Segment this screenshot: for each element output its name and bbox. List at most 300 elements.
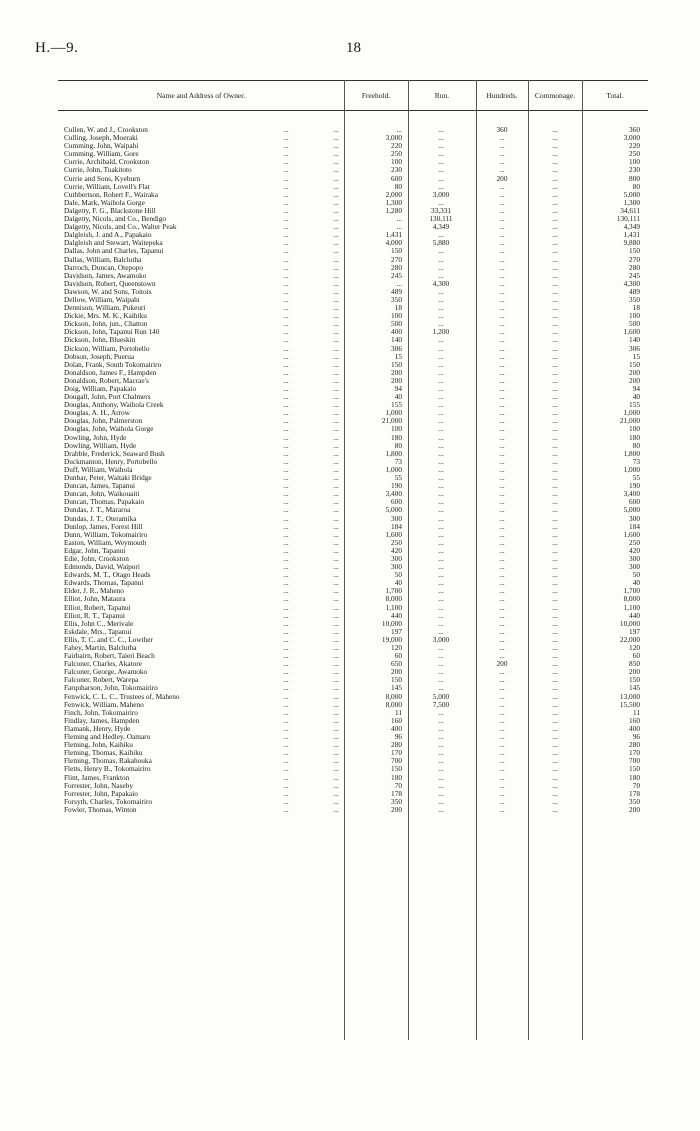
total-value: 13,000 bbox=[619, 691, 640, 701]
freehold-value: 1,700 bbox=[385, 586, 402, 596]
run-value: ... bbox=[438, 408, 444, 418]
hundreds-value: ... bbox=[499, 675, 505, 685]
freehold-value: 178 bbox=[391, 788, 402, 798]
total-value: 5,000 bbox=[623, 505, 640, 515]
table-row bbox=[58, 207, 648, 215]
commonage-value: ... bbox=[552, 424, 558, 434]
owner-name: Dallas, William, Balclutha bbox=[64, 255, 142, 264]
owner-name: Dalgetty, Nicols, and Co., Bendigo bbox=[64, 215, 167, 224]
table-row bbox=[58, 579, 648, 587]
table-row bbox=[58, 361, 648, 369]
hundreds-value: ... bbox=[499, 335, 505, 345]
table-row bbox=[58, 749, 648, 757]
owner-name: Duncan, Thomas, Papakaio bbox=[64, 498, 145, 507]
hundreds-value: ... bbox=[499, 545, 505, 555]
run-value: ... bbox=[438, 521, 444, 531]
owner-name: Forrester, John, Papakaio bbox=[64, 789, 138, 798]
leader-dots: ... bbox=[283, 626, 289, 636]
freehold-value: 700 bbox=[391, 756, 402, 766]
table-row bbox=[58, 774, 648, 782]
leader-dots: ... bbox=[283, 780, 289, 790]
total-value: 55 bbox=[632, 473, 640, 483]
table-row bbox=[58, 701, 648, 709]
freehold-value: ... bbox=[396, 222, 402, 232]
total-value: 300 bbox=[629, 513, 640, 523]
freehold-value: 300 bbox=[391, 553, 402, 563]
run-value: ... bbox=[438, 343, 444, 353]
run-value: ... bbox=[438, 246, 444, 256]
leader-dots: ... bbox=[333, 618, 339, 628]
table-row bbox=[58, 806, 648, 814]
commonage-value: ... bbox=[552, 691, 558, 701]
freehold-value: 500 bbox=[391, 319, 402, 329]
leader-dots: ... bbox=[333, 367, 339, 377]
freehold-value: 150 bbox=[391, 675, 402, 685]
leader-dots: ... bbox=[283, 683, 289, 693]
total-value: 21,000 bbox=[619, 416, 640, 426]
leader-dots: ... bbox=[333, 351, 339, 361]
commonage-value: ... bbox=[552, 643, 558, 652]
leader-dots: ... bbox=[283, 222, 289, 232]
leader-dots: ... bbox=[283, 173, 289, 183]
commonage-value: ... bbox=[552, 772, 558, 782]
commonage-value: ... bbox=[552, 205, 558, 215]
run-value: ... bbox=[438, 723, 444, 733]
leader-dots: ... bbox=[333, 537, 339, 547]
run-value: ... bbox=[438, 254, 444, 264]
table-row bbox=[58, 482, 648, 490]
freehold-value: 80 bbox=[394, 440, 402, 450]
hundreds-value: ... bbox=[499, 586, 505, 596]
owner-name: Flamank, Henry, Hyde bbox=[64, 724, 131, 733]
leader-dots: ... bbox=[283, 319, 289, 329]
total-value: 10,000 bbox=[619, 618, 640, 628]
freehold-value: 160 bbox=[391, 715, 402, 725]
table-row bbox=[58, 150, 648, 158]
run-value: 7,500 bbox=[432, 699, 450, 709]
run-value: 5,880 bbox=[432, 238, 450, 248]
hundreds-value: ... bbox=[499, 222, 505, 232]
table-row bbox=[58, 345, 648, 353]
hundreds-value: ... bbox=[499, 610, 505, 620]
commonage-value: ... bbox=[552, 319, 558, 329]
hundreds-value: ... bbox=[499, 602, 505, 612]
hundreds-value: ... bbox=[499, 286, 505, 296]
freehold-value: 140 bbox=[391, 335, 402, 345]
owner-name: Douglas, Anthony, Waihola Creek bbox=[64, 401, 164, 410]
freehold-value: 200 bbox=[391, 375, 402, 385]
commonage-value: ... bbox=[552, 740, 558, 750]
hundreds-value: ... bbox=[499, 157, 505, 167]
total-value: 170 bbox=[629, 748, 640, 758]
owner-name: Falconer, Charles, Akatore bbox=[64, 660, 142, 669]
freehold-value: 1,431 bbox=[385, 230, 402, 240]
freehold-value: 180 bbox=[391, 432, 402, 442]
run-value: ... bbox=[438, 392, 444, 402]
hundreds-value: ... bbox=[499, 715, 505, 725]
owner-name: Elliot, John, Mataura bbox=[64, 595, 126, 604]
table-row bbox=[58, 134, 648, 142]
table-row bbox=[58, 288, 648, 296]
total-value: 800 bbox=[629, 173, 640, 183]
owner-name: Forrester, John, Naseby bbox=[64, 781, 134, 790]
table-row bbox=[58, 652, 648, 660]
leader-dots: ... bbox=[333, 570, 339, 580]
total-value: 5,000 bbox=[623, 189, 640, 199]
table-row bbox=[58, 555, 648, 563]
owner-name: Drabble, Frederick, Seaward Bush bbox=[64, 449, 165, 458]
leader-dots: ... bbox=[333, 408, 339, 418]
leader-dots: ... bbox=[333, 335, 339, 345]
owners-table bbox=[58, 80, 648, 1040]
run-value: ... bbox=[438, 796, 444, 806]
commonage-value: ... bbox=[552, 254, 558, 264]
leader-dots: ... bbox=[333, 473, 339, 483]
freehold-value: 2,000 bbox=[385, 189, 402, 199]
total-value: 600 bbox=[629, 497, 640, 507]
leader-dots: ... bbox=[333, 375, 339, 385]
leader-dots: ... bbox=[333, 311, 339, 321]
leader-dots: ... bbox=[283, 562, 289, 572]
table-row bbox=[58, 765, 648, 773]
commonage-value: ... bbox=[552, 707, 558, 717]
leader-dots: ... bbox=[283, 246, 289, 256]
leader-dots: ... bbox=[333, 359, 339, 369]
total-value: 420 bbox=[629, 545, 640, 555]
total-value: 300 bbox=[629, 553, 640, 563]
leader-dots: ... bbox=[283, 141, 289, 151]
hundreds-value: ... bbox=[499, 367, 505, 377]
total-value: 1,300 bbox=[623, 197, 640, 207]
commonage-value: ... bbox=[552, 165, 558, 175]
total-value: 15,500 bbox=[619, 699, 640, 709]
freehold-value: 150 bbox=[391, 359, 402, 369]
total-value: 230 bbox=[629, 165, 640, 175]
freehold-value: 420 bbox=[391, 545, 402, 555]
owner-name: Cuthbertson, Robert F., Wairaka bbox=[64, 190, 158, 199]
commonage-value: ... bbox=[552, 586, 558, 596]
leader-dots: ... bbox=[283, 715, 289, 725]
freehold-value: 100 bbox=[391, 424, 402, 434]
hundreds-value: ... bbox=[499, 416, 505, 426]
freehold-value: 100 bbox=[391, 311, 402, 321]
freehold-value: 400 bbox=[391, 723, 402, 733]
leader-dots: ... bbox=[283, 602, 289, 612]
table-row bbox=[58, 158, 648, 166]
freehold-value: 650 bbox=[391, 659, 402, 669]
leader-dots: ... bbox=[333, 643, 339, 652]
leader-dots: ... bbox=[283, 505, 289, 515]
freehold-value: 350 bbox=[391, 796, 402, 806]
leader-dots: ... bbox=[283, 756, 289, 766]
table-row bbox=[58, 668, 648, 676]
commonage-value: ... bbox=[552, 610, 558, 620]
table-row bbox=[58, 264, 648, 272]
table-row bbox=[58, 377, 648, 385]
hundreds-value: ... bbox=[499, 643, 505, 652]
commonage-value: ... bbox=[552, 246, 558, 256]
hundreds-value: ... bbox=[499, 327, 505, 337]
commonage-value: ... bbox=[552, 335, 558, 345]
freehold-value: 1,000 bbox=[385, 464, 402, 474]
table-row bbox=[58, 515, 648, 523]
run-value: 4,349 bbox=[432, 222, 450, 232]
hundreds-value: ... bbox=[499, 626, 505, 636]
freehold-value: 94 bbox=[394, 384, 402, 393]
commonage-value: ... bbox=[552, 408, 558, 418]
leader-dots: ... bbox=[333, 214, 339, 224]
total-value: 280 bbox=[629, 740, 640, 750]
freehold-value: 280 bbox=[391, 262, 402, 272]
run-value: ... bbox=[438, 141, 444, 151]
leader-dots: ... bbox=[283, 610, 289, 620]
freehold-value: ... bbox=[396, 125, 402, 134]
leader-dots: ... bbox=[283, 230, 289, 240]
total-value: 96 bbox=[632, 732, 640, 742]
total-value: 1,700 bbox=[623, 586, 640, 596]
total-value: 850 bbox=[629, 659, 640, 669]
total-value: 300 bbox=[629, 562, 640, 572]
hundreds-value: ... bbox=[499, 343, 505, 353]
leader-dots: ... bbox=[333, 173, 339, 183]
commonage-value: ... bbox=[552, 537, 558, 547]
table-row bbox=[58, 628, 648, 636]
run-value: ... bbox=[438, 165, 444, 175]
run-value: ... bbox=[438, 197, 444, 207]
leader-dots: ... bbox=[333, 578, 339, 588]
table-row bbox=[58, 336, 648, 344]
leader-dots: ... bbox=[333, 489, 339, 499]
owner-name: Falconer, Robert, Warepa bbox=[64, 676, 139, 685]
commonage-value: ... bbox=[552, 659, 558, 669]
table-row bbox=[58, 320, 648, 328]
total-value: 3,000 bbox=[623, 133, 640, 143]
run-value: ... bbox=[438, 359, 444, 369]
table-row bbox=[58, 531, 648, 539]
hundreds-value: ... bbox=[499, 181, 505, 191]
leader-dots: ... bbox=[333, 715, 339, 725]
total-value: 4,300 bbox=[623, 278, 640, 288]
leader-dots: ... bbox=[283, 772, 289, 782]
total-value: 220 bbox=[629, 141, 640, 151]
leader-dots: ... bbox=[333, 529, 339, 539]
owner-name: Dowling, William, Hyde bbox=[64, 441, 137, 450]
hundreds-value: ... bbox=[499, 254, 505, 264]
run-value: 3,000 bbox=[432, 634, 450, 644]
table-row bbox=[58, 183, 648, 191]
total-value: 1,600 bbox=[623, 327, 640, 337]
owner-name: Dale, Mark, Waihola Gorge bbox=[64, 198, 145, 207]
table-row bbox=[58, 612, 648, 620]
leader-dots: ... bbox=[333, 270, 339, 280]
leader-dots: ... bbox=[333, 222, 339, 232]
col-header-freehold: Freehold. bbox=[361, 91, 391, 100]
total-value: 94 bbox=[632, 384, 640, 393]
hundreds-value: ... bbox=[499, 440, 505, 450]
leader-dots: ... bbox=[283, 675, 289, 685]
commonage-value: ... bbox=[552, 278, 558, 288]
leader-dots: ... bbox=[333, 651, 339, 661]
commonage-value: ... bbox=[552, 214, 558, 224]
hundreds-value: ... bbox=[499, 311, 505, 321]
leader-dots: ... bbox=[333, 780, 339, 790]
owner-name: Elder, J. R., Maheno bbox=[64, 587, 124, 596]
leader-dots: ... bbox=[283, 270, 289, 280]
table-row bbox=[58, 458, 648, 466]
leader-dots: ... bbox=[283, 351, 289, 361]
owner-name: Fenwick, C. L. C., Trustees of, Maheno bbox=[64, 692, 180, 701]
total-value: 150 bbox=[629, 675, 640, 685]
leader-dots: ... bbox=[283, 278, 289, 288]
table-row bbox=[58, 547, 648, 555]
owner-name: Dunlop, James, Forest Hill bbox=[64, 522, 143, 531]
freehold-value: 73 bbox=[394, 456, 402, 466]
run-value: 5,000 bbox=[432, 691, 450, 701]
hundreds-value: ... bbox=[499, 748, 505, 758]
hundreds-value: ... bbox=[499, 804, 505, 814]
run-value: ... bbox=[438, 497, 444, 507]
total-value: 180 bbox=[629, 432, 640, 442]
freehold-value: 250 bbox=[391, 537, 402, 547]
hundreds-value: ... bbox=[499, 796, 505, 806]
table-row bbox=[58, 490, 648, 498]
total-value: 8,000 bbox=[623, 594, 640, 604]
hundreds-value: ... bbox=[499, 764, 505, 774]
leader-dots: ... bbox=[333, 432, 339, 442]
table-top-rule bbox=[58, 80, 648, 81]
owner-name: Dunbar, Peter, Waitaki Bridge bbox=[64, 474, 152, 483]
freehold-value: 19,000 bbox=[381, 634, 402, 644]
leader-dots: ... bbox=[283, 618, 289, 628]
leader-dots: ... bbox=[333, 157, 339, 167]
hundreds-value: ... bbox=[499, 497, 505, 507]
run-value: ... bbox=[438, 351, 444, 361]
hundreds-value: ... bbox=[499, 432, 505, 442]
commonage-value: ... bbox=[552, 392, 558, 402]
leader-dots: ... bbox=[333, 497, 339, 507]
leader-dots: ... bbox=[283, 699, 289, 709]
total-value: 130,111 bbox=[616, 214, 640, 224]
run-value: ... bbox=[438, 505, 444, 515]
hundreds-value: ... bbox=[499, 270, 505, 280]
leader-dots: ... bbox=[283, 748, 289, 758]
run-value: ... bbox=[438, 707, 444, 717]
table-row bbox=[58, 328, 648, 336]
leader-dots: ... bbox=[333, 723, 339, 733]
run-value: ... bbox=[438, 651, 444, 661]
owner-name: Elliot, Robert, Tapanui bbox=[64, 603, 131, 612]
run-value: 3,000 bbox=[432, 189, 450, 199]
leader-dots: ... bbox=[283, 165, 289, 175]
commonage-value: ... bbox=[552, 125, 558, 134]
leader-dots: ... bbox=[333, 748, 339, 758]
leader-dots: ... bbox=[333, 456, 339, 466]
table-row bbox=[58, 684, 648, 692]
commonage-value: ... bbox=[552, 141, 558, 151]
hundreds-value: ... bbox=[499, 165, 505, 175]
hundreds-value: ... bbox=[499, 772, 505, 782]
commonage-value: ... bbox=[552, 626, 558, 636]
hundreds-value: ... bbox=[499, 691, 505, 701]
hundreds-value: ... bbox=[499, 513, 505, 523]
commonage-value: ... bbox=[552, 529, 558, 539]
hundreds-value: ... bbox=[499, 505, 505, 515]
commonage-value: ... bbox=[552, 149, 558, 159]
owner-name: Edmonds, David, Waipori bbox=[64, 563, 140, 572]
hundreds-value: ... bbox=[499, 740, 505, 750]
owner-name: Dolan, Frank, South Tokomairiro bbox=[64, 360, 162, 369]
total-value: 40 bbox=[632, 578, 640, 588]
hundreds-value: ... bbox=[499, 594, 505, 604]
total-value: 360 bbox=[629, 125, 640, 134]
hundreds-value: ... bbox=[499, 529, 505, 539]
run-value: ... bbox=[438, 675, 444, 685]
commonage-value: ... bbox=[552, 416, 558, 426]
run-value: ... bbox=[438, 230, 444, 240]
leader-dots: ... bbox=[333, 392, 339, 402]
freehold-value: 270 bbox=[391, 254, 402, 264]
hundreds-value: ... bbox=[499, 400, 505, 410]
commonage-value: ... bbox=[552, 343, 558, 353]
freehold-value: ... bbox=[396, 214, 402, 224]
table-row bbox=[58, 215, 648, 223]
owner-name: Flint, James, Frankton bbox=[64, 773, 130, 782]
total-value: 200 bbox=[629, 804, 640, 814]
table-row bbox=[58, 539, 648, 547]
run-value: ... bbox=[438, 618, 444, 628]
table-row bbox=[58, 523, 648, 531]
owner-name: Farquharson, John, Tokomairiro bbox=[64, 684, 158, 693]
total-value: 1,000 bbox=[623, 464, 640, 474]
commonage-value: ... bbox=[552, 197, 558, 207]
leader-dots: ... bbox=[283, 489, 289, 499]
total-value: 1,100 bbox=[623, 602, 640, 612]
commonage-value: ... bbox=[552, 667, 558, 677]
total-value: 40 bbox=[632, 392, 640, 402]
leader-dots: ... bbox=[333, 303, 339, 313]
table-row bbox=[58, 725, 648, 733]
table-row bbox=[58, 239, 648, 247]
hundreds-value: ... bbox=[499, 278, 505, 288]
freehold-value: 1,300 bbox=[385, 197, 402, 207]
leader-dots: ... bbox=[333, 481, 339, 491]
freehold-value: 230 bbox=[391, 165, 402, 175]
total-value: 160 bbox=[629, 715, 640, 725]
freehold-value: 3,000 bbox=[385, 133, 402, 143]
hundreds-value: ... bbox=[499, 149, 505, 159]
run-value: ... bbox=[438, 553, 444, 563]
table-row bbox=[58, 369, 648, 377]
owner-name: Duff, William, Waihola bbox=[64, 465, 133, 474]
hundreds-value: ... bbox=[499, 133, 505, 143]
run-value: ... bbox=[438, 756, 444, 766]
owner-name: Duckmanton, Henry, Portobello bbox=[64, 457, 158, 466]
owner-name: Dalgleish, J. and A., Papakaio bbox=[64, 231, 152, 240]
freehold-value: 21,000 bbox=[381, 416, 402, 426]
table-row bbox=[58, 166, 648, 174]
commonage-value: ... bbox=[552, 675, 558, 685]
table-row bbox=[58, 798, 648, 806]
owner-name: Fletts, Henry B., Tokomairiro bbox=[64, 765, 151, 774]
owner-name: Dalgetty, F. G., Blackstone Hill bbox=[64, 206, 156, 215]
freehold-value: 10,000 bbox=[381, 618, 402, 628]
run-value: ... bbox=[438, 270, 444, 280]
hundreds-value: ... bbox=[499, 521, 505, 531]
leader-dots: ... bbox=[333, 149, 339, 159]
leader-dots: ... bbox=[283, 189, 289, 199]
freehold-value: 145 bbox=[391, 683, 402, 693]
owner-name: Cumming, John, Waipahi bbox=[64, 142, 139, 151]
